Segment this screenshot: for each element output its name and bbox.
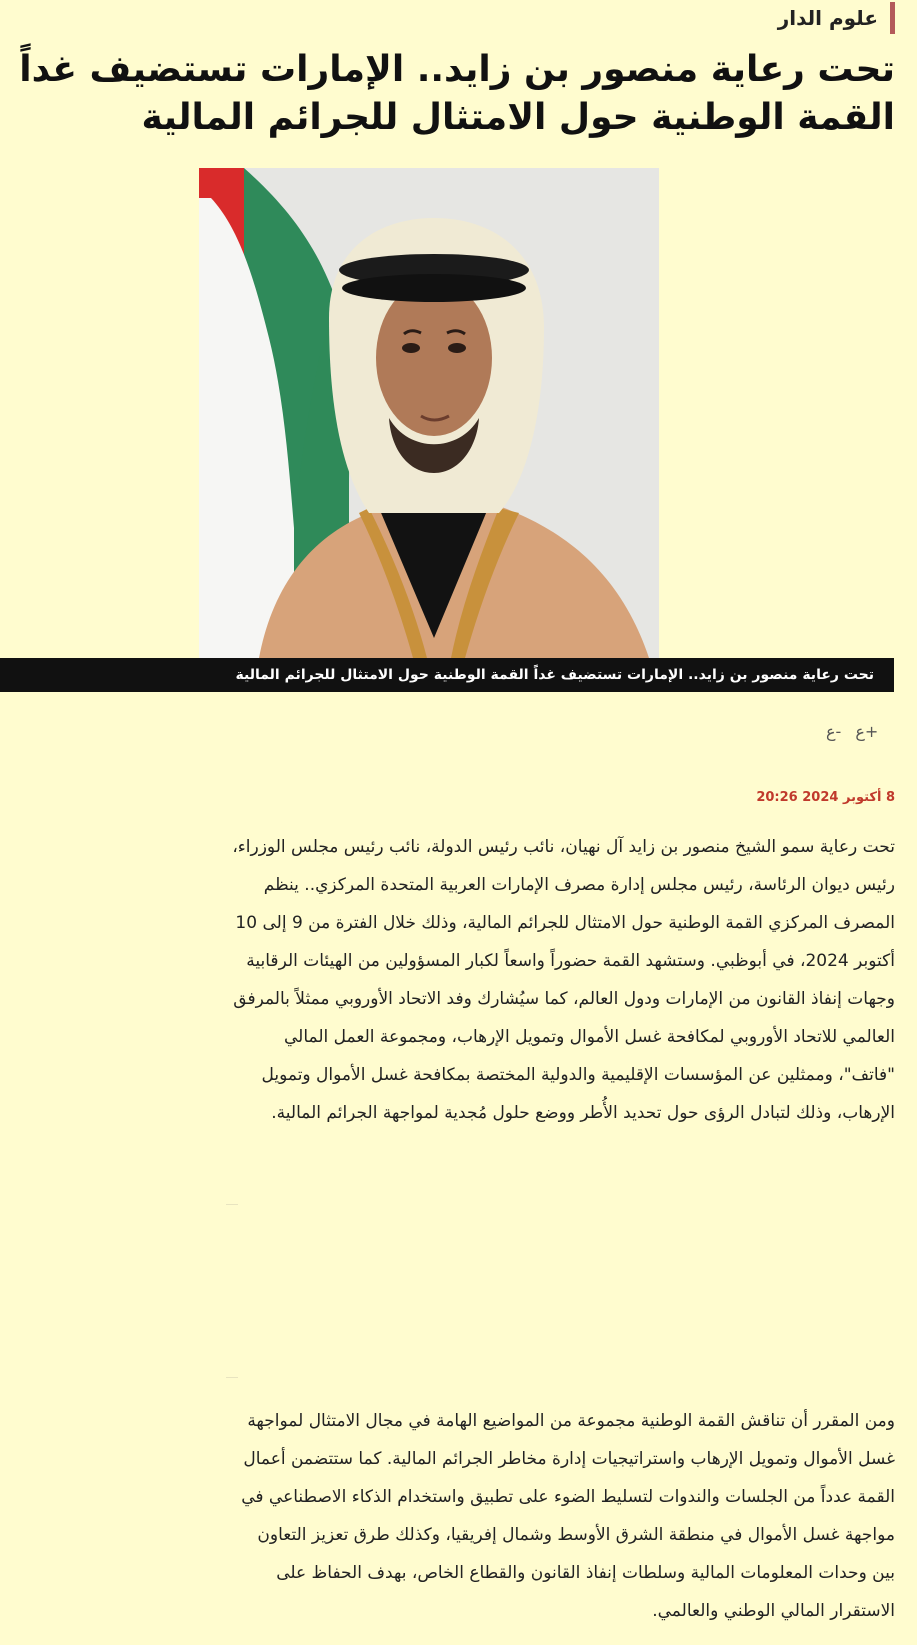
increase-font-button[interactable]: ع+ bbox=[855, 722, 879, 741]
divider bbox=[226, 1204, 238, 1205]
divider bbox=[226, 1377, 238, 1378]
article-headline: تحت رعاية منصور بن زايد.. الإمارات تستضيف غداً القمة الوطنية حول الامتثال للجرائم المالية bbox=[19, 49, 895, 138]
article-paragraph: ومن المقرر أن تناقش القمة الوطنية مجموعة من المواضيع الهامة في مجال الامتثال لمواجهة غسل الأموال وتمويل الإرهاب واستراتيجيات إدارة مخاطر الجرائم المالية. كما ستتضمن أعمال القمة عدداً من الجلسات والندوات لتسليط الضوء على تطبيق واستخدام الذكاء الاصطناعي في مواجهة غسل الأموال في منطقة الشرق الأوسط وشمال إفريقيا، وكذلك طرق تعزيز التعاون بين وحدات المعلومات المالية وسلطات إنفاذ القانون والقطاع الخاص، بهدف الحفاظ على الاستقرار المالي الوطني والعالمي. bbox=[241, 1411, 895, 1621]
article-paragraph: تحت رعاية سمو الشيخ منصور بن زايد آل نهيان، نائب رئيس الدولة، نائب رئيس مجلس الوزراء، رئيس ديوان الرئاسة، رئيس مجلس إدارة مصرف الإمارات العربية المتحدة المركزي.. ينظم المصرف المركزي القمة الوطنية حول الامتثال للجرائم المالية، وذلك خلال الفترة من 9 إلى 10 أكتوبر 2024، في أبوظبي. وستشهد القمة حضوراً واسعاً لكبار المسؤولين من الهيئات الرقابية وجهات إنفاذ القانون من الإمارات ودول العالم، كما سيُشارك وفد الاتحاد الأوروبي ممثلاً بالمرفق العالمي للاتحاد الأوروبي لمكافحة غسل الأموال وتمويل الإرهاب، ومجموعة العمل المالي "فاتف"، وممثلين عن المؤسسات الإقليمية والدولية المختصة بمكافحة غسل الأموال وتمويل الإرهاب، وذلك لتبادل الرؤى حول تحديد الأُطر ووضع حلول مُجدية لمواجهة الجرائم المالية. bbox=[232, 837, 895, 1123]
publish-date: 8 أكتوبر 2024 20:26 bbox=[756, 790, 895, 805]
section-label[interactable]: علوم الدار bbox=[778, 2, 895, 34]
article-photo bbox=[199, 168, 659, 658]
image-caption: تحت رعاية منصور بن زايد.. الإمارات تستضيف غداً القمة الوطنية حول الامتثال للجرائم المالية bbox=[0, 658, 894, 692]
font-size-controls bbox=[826, 722, 878, 741]
decrease-font-button[interactable]: ع- bbox=[826, 722, 842, 741]
